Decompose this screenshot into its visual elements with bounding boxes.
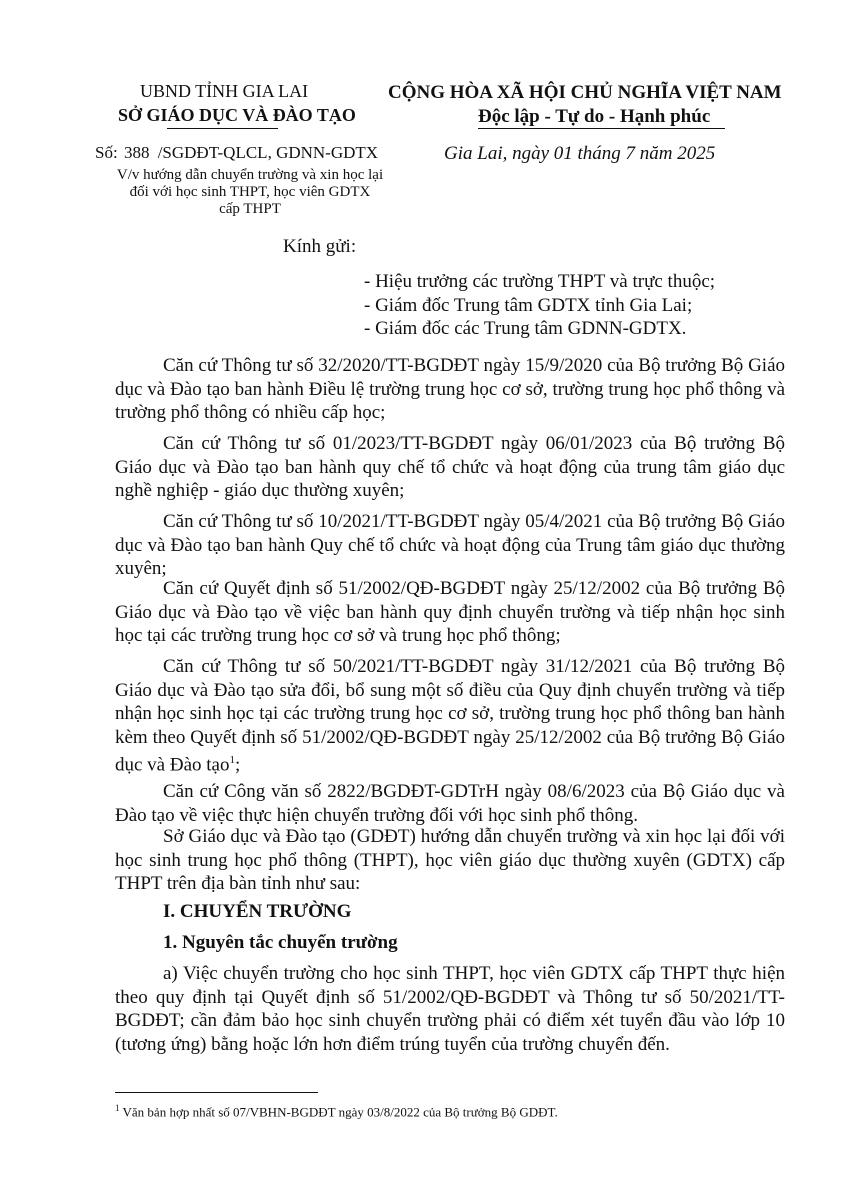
motto: Độc lập - Tự do - Hạnh phúc bbox=[478, 106, 711, 127]
body-paragraph: Căn cứ Thông tư số 32/2020/TT-BGDĐT ngày 15/9/2020 của Bộ trưởng Bộ Giáo dục và Đào tạo ban hành Điều lệ trường trung học cơ sở, trường trung học phổ thông và trường phổ thông có nhiều cấp học; bbox=[115, 355, 785, 424]
footnote bbox=[115, 1103, 558, 1120]
greeting: Kính gửi: bbox=[283, 236, 357, 257]
subject-line: V/v hướng dẫn chuyển trường và xin học lại bbox=[116, 167, 384, 183]
subject-line: cấp THPT bbox=[219, 201, 281, 217]
body-paragraph-text: Căn cứ Thông tư số 50/2021/TT-BGDĐT ngày 31/12/2021 của Bộ trưởng Bộ Giáo dục và Đào tạo sửa đổi, bổ sung một số điều của Quy định chuyển trường và tiếp nhận học sinh học tại các trường trung học cơ sở, trường trung học phổ thông ban hành kèm theo Quyết định số 51/2002/QĐ-BGDĐT ngày 25/12/2002 của Bộ trưởng Bộ Giáo dục và Đào tạo bbox=[115, 656, 785, 776]
footnote-mark: 1 bbox=[115, 1103, 120, 1113]
subject-line: đối với học sinh THPT, học viên GDTX bbox=[129, 184, 371, 200]
agency-name: SỞ GIÁO DỤC VÀ ĐÀO TẠO bbox=[118, 105, 356, 125]
doc-number: 388 bbox=[123, 143, 150, 162]
subject-block bbox=[100, 167, 400, 218]
body-paragraph: a) Việc chuyển trường cho học sinh THPT, học viên GDTX cấp THPT thực hiện theo quy định tại Quyết định số 51/2002/QĐ-BGDĐT và Thông tư số 50/2021/TT-BGDĐT; cần đảm bảo học sinh chuyển trường phải có điểm xét tuyển đầu vào lớp 10 (tương ứng) bằng hoặc lớn hơn điểm trúng tuyển của trường chuyển đến. bbox=[115, 963, 785, 1055]
footnote-text: Văn bản hợp nhất số 07/VBHN-BGDĐT ngày 03/8/2022 của Bộ trưởng Bộ GDĐT. bbox=[119, 1104, 558, 1120]
body-paragraph: Căn cứ Thông tư số 10/2021/TT-BGDĐT ngày 05/4/2021 của Bộ trưởng Bộ Giáo dục và Đào tạo ban hành Quy chế tổ chức và hoạt động của Trung tâm giáo dục thường xuyên; bbox=[115, 511, 785, 580]
agency-parent: UBND TỈNH GIA LAI bbox=[140, 81, 309, 101]
national-title: CỘNG HÒA XÃ HỘI CHỦ NGHĨA VIỆT NAM bbox=[388, 82, 782, 103]
subsection-heading: 1. Nguyên tắc chuyển trường bbox=[163, 932, 398, 953]
footnote-ref: 1 bbox=[229, 754, 235, 767]
body-paragraph-tail: ; bbox=[234, 754, 241, 776]
section-heading: I. CHUYỂN TRƯỜNG bbox=[163, 901, 352, 922]
footnote-separator bbox=[115, 1092, 318, 1093]
recipient-item: - Giám đốc các Trung tâm GDNN-GDTX. bbox=[364, 318, 687, 339]
body-paragraph: Căn cứ Quyết định số 51/2002/QĐ-BGDĐT ngày 25/12/2002 của Bộ trưởng Bộ Giáo dục và Đào tạo về việc ban hành quy định chuyển trường và tiếp nhận học sinh học tại các trường trung học cơ sở và trung học phổ thông; bbox=[115, 578, 785, 647]
body-paragraph: Sở Giáo dục và Đào tạo (GDĐT) hướng dẫn chuyển trường và xin học lại đối với học sinh trung học phổ thông (THPT), học viên giáo dục thường xuyên (GDTX) cấp THPT trên địa bàn tỉnh như sau: bbox=[115, 826, 785, 895]
doc-number-line bbox=[95, 143, 378, 163]
body-paragraph: Căn cứ Công văn số 2822/BGDĐT-GDTrH ngày 08/6/2023 của Bộ Giáo dục và Đào tạo về việc thực hiện chuyển trường đối với học sinh phổ thông. bbox=[115, 781, 785, 826]
motto-underline bbox=[478, 128, 725, 129]
recipient-item: - Giám đốc Trung tâm GDTX tỉnh Gia Lai; bbox=[364, 295, 693, 316]
body-paragraph: Căn cứ Thông tư số 01/2023/TT-BGDĐT ngày 06/01/2023 của Bộ trưởng Bộ Giáo dục và Đào tạo ban hành quy chế tổ chức và hoạt động của trung tâm giáo dục nghề nghiệp - giáo dục thường xuyên; bbox=[115, 433, 785, 502]
doc-number-suffix: /SGDĐT-QLCL, GDNN-GDTX bbox=[157, 143, 379, 162]
agency-underline bbox=[167, 128, 278, 129]
body-paragraph bbox=[115, 655, 785, 777]
place-date: Gia Lai, ngày 01 tháng 7 năm 2025 bbox=[444, 143, 716, 164]
doc-number-prefix: Số: bbox=[95, 143, 118, 162]
recipient-item: - Hiệu trưởng các trường THPT và trực thuộc; bbox=[364, 271, 716, 292]
